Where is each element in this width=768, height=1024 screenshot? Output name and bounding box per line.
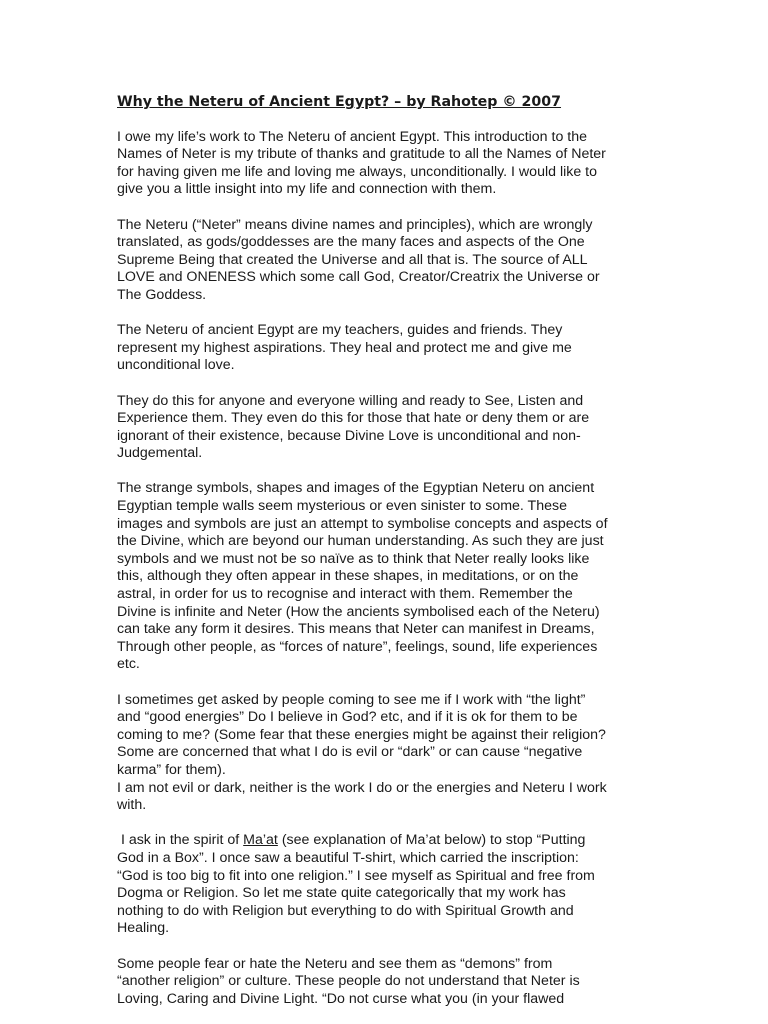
text-line: Loving, Caring and Divine Light. “Do not curse what you (in your flawed xyxy=(117,990,565,1007)
text-line: Through other people, as “forces of nature”, feelings, sound, life experiences xyxy=(117,638,598,655)
text-fragment: I ask in the spirit of xyxy=(117,832,244,849)
text-line: The Neteru (“Neter” means divine names and principles), which are wrongly xyxy=(117,216,593,233)
text-line: I sometimes get asked by people coming to see me if I work with “the light” xyxy=(117,691,586,708)
text-line: Egyptian temple walls seem mysterious or even sinister to some. These xyxy=(117,498,567,515)
paragraph-5 xyxy=(117,480,662,674)
text-line: The Goddess. xyxy=(117,286,207,303)
text-line: with. xyxy=(117,797,147,814)
text-line: for having given me life and loving me always, unconditionally. I would like to xyxy=(117,163,598,180)
paragraph-2 xyxy=(117,217,662,305)
paragraph-1 xyxy=(117,129,662,199)
text-line: images and symbols are just an attempt to symbolise concepts and aspects of xyxy=(117,515,608,532)
paragraph-6 xyxy=(117,692,662,815)
text-line: Some are concerned that what I do is evil or “dark” or can cause “negative xyxy=(117,744,583,761)
text-line: can take any form it desires. This means that Neter can manifest in Dreams, xyxy=(117,621,595,638)
text-line: ignorant of their existence, because Divine Love is unconditional and non- xyxy=(117,427,581,444)
text-line: Dogma or Religion. So let me state quite categorically that my work has xyxy=(117,885,566,902)
paragraph-8 xyxy=(117,956,662,1009)
text-line: the Divine, which are beyond our human understanding. As such they are just xyxy=(117,533,604,550)
maat-link[interactable]: Ma’at xyxy=(243,832,278,849)
text-line-maat xyxy=(117,832,662,850)
text-line: etc. xyxy=(117,656,140,673)
text-line: “God is too big to fit into one religion.” I see myself as Spiritual and free from xyxy=(117,867,595,884)
text-line: Judgemental. xyxy=(117,445,203,462)
text-fragment: (see explanation of Ma’at below) to stop “Putting xyxy=(277,832,586,849)
text-line: LOVE and ONENESS which some call God, Creator/Creatrix the Universe or xyxy=(117,269,600,286)
paragraph-4 xyxy=(117,393,662,463)
text-line: represent my highest aspirations. They heal and protect me and give me xyxy=(117,339,572,356)
text-line: The Neteru of ancient Egypt are my teachers, guides and friends. They xyxy=(117,322,563,339)
text-line: Supreme Being that created the Universe and all that is. The source of ALL xyxy=(117,251,588,268)
text-line: They do this for anyone and everyone willing and ready to See, Listen and xyxy=(117,392,584,409)
text-line: give you a little insight into my life and connection with them. xyxy=(117,181,497,198)
text-line: coming to me? (Some fear that these energies might be against their religion? xyxy=(117,726,606,743)
text-line: translated, as gods/goddesses are the many faces and aspects of the One xyxy=(117,234,585,251)
text-line: this, although they often appear in these shapes, in meditations, or on the xyxy=(117,568,579,585)
text-line: Some people fear or hate the Neteru and see them as “demons” from xyxy=(117,955,553,972)
text-line: nothing to do with Religion but everything to do with Spiritual Growth and xyxy=(117,902,574,919)
text-line: “another religion” or culture. These people do not understand that Neter is xyxy=(117,973,580,990)
document-title: Why the Neteru of Ancient Egypt? – by Rahotep © 2007 xyxy=(117,94,562,110)
text-line: karma” for them). xyxy=(117,761,226,778)
document-body xyxy=(117,94,662,1008)
paragraph-7 xyxy=(117,832,662,938)
text-line: astral, in order for us to recognise and interact with them. Remember the xyxy=(117,586,573,603)
text-line: unconditional love. xyxy=(117,357,235,374)
text-line: Experience them. They even do this for those that hate or deny them or are xyxy=(117,410,590,427)
text-line: I owe my life’s work to The Neteru of ancient Egypt. This introduction to the xyxy=(117,128,588,145)
text-line: I am not evil or dark, neither is the work I do or the energies and Neteru I work xyxy=(117,779,607,796)
text-line: symbols and we must not be so naïve as to think that Neter really looks like xyxy=(117,550,590,567)
text-line: and “good energies” Do I believe in God? etc, and if it is ok for them to be xyxy=(117,709,578,726)
paragraph-3 xyxy=(117,322,662,375)
text-line: Healing. xyxy=(117,920,170,937)
text-line: Divine is infinite and Neter (How the ancients symbolised each of the Neteru) xyxy=(117,603,600,620)
text-line: Names of Neter is my tribute of thanks and gratitude to all the Names of Neter xyxy=(117,146,606,163)
text-line: The strange symbols, shapes and images of the Egyptian Neteru on ancient xyxy=(117,480,595,497)
text-line: God in a Box”. I once saw a beautiful T-shirt, which carried the inscription: xyxy=(117,849,579,866)
